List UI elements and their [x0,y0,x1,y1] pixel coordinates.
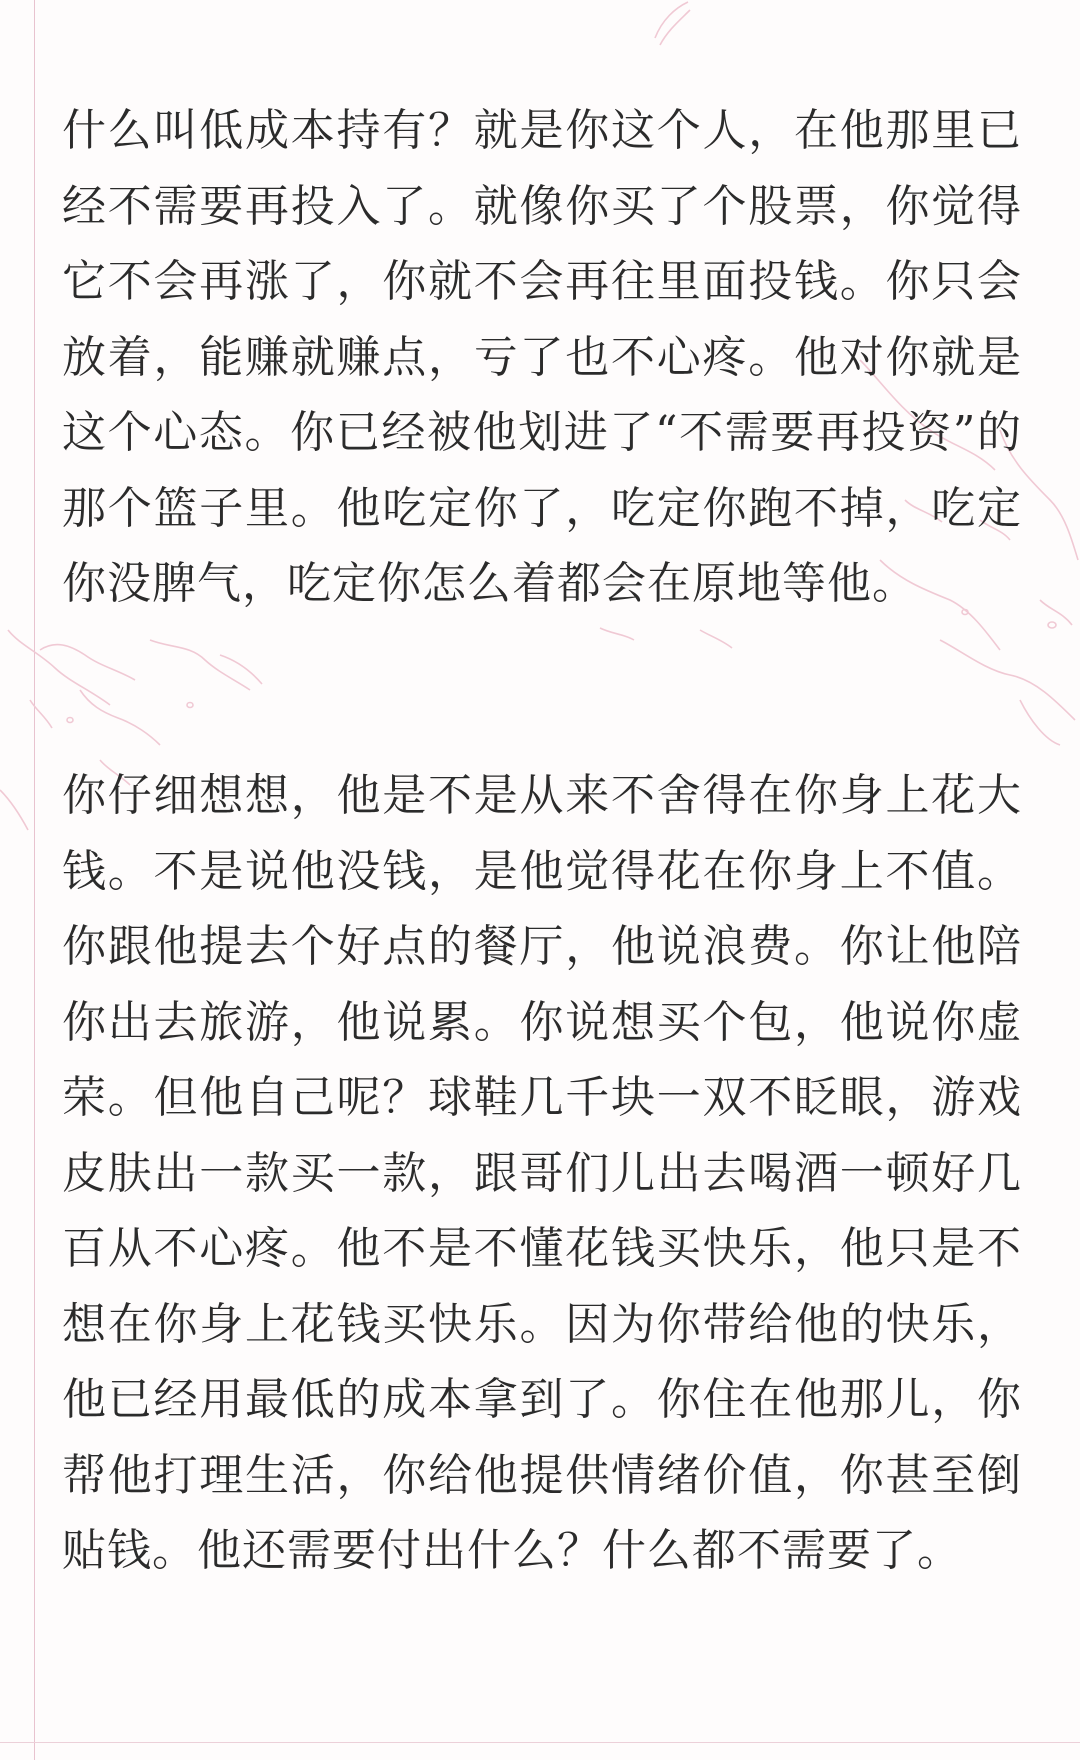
paragraph-1: 什么叫低成本持有？就是你这个人，在他那里已经不需要再投入了。就像你买了个股票，你觉得它不会再涨了，你就不会再往里面投钱。你只会放着，能赚就赚点，亏了也不心疼。他对你就是这个心态。你已经被他划进了“不需要再投资”的那个篮子里。他吃定你了，吃定你跑不掉，吃定你没脾气，吃定你怎么着都会在原地等他。 [62,105,1022,609]
paragraph-2: 你仔细想想，他是不是从来不舍得在你身上花大钱。不是说他没钱，是他觉得花在你身上不值。你跟他提去个好点的餐厅，他说浪费。你让他陪你出去旅游，他说累。你说想买个包，他说你虚荣。但他自己呢？球鞋几千块一双不眨眼，游戏皮肤出一款买一款，跟哥们儿出去喝酒一顿好几百从不心疼。他不是不懂花钱买快乐，他只是不想在你身上花钱买快乐。因为你带给他的快乐，他已经用最低的成本拿到了。你住在他那儿，你帮他打理生活，你给他提供情绪价值，你甚至倒贴钱。他还需要付出什么？什么都不需要了。 [62,770,1022,1576]
bottom-rule [0,1742,1080,1743]
margin-line [34,0,35,1760]
